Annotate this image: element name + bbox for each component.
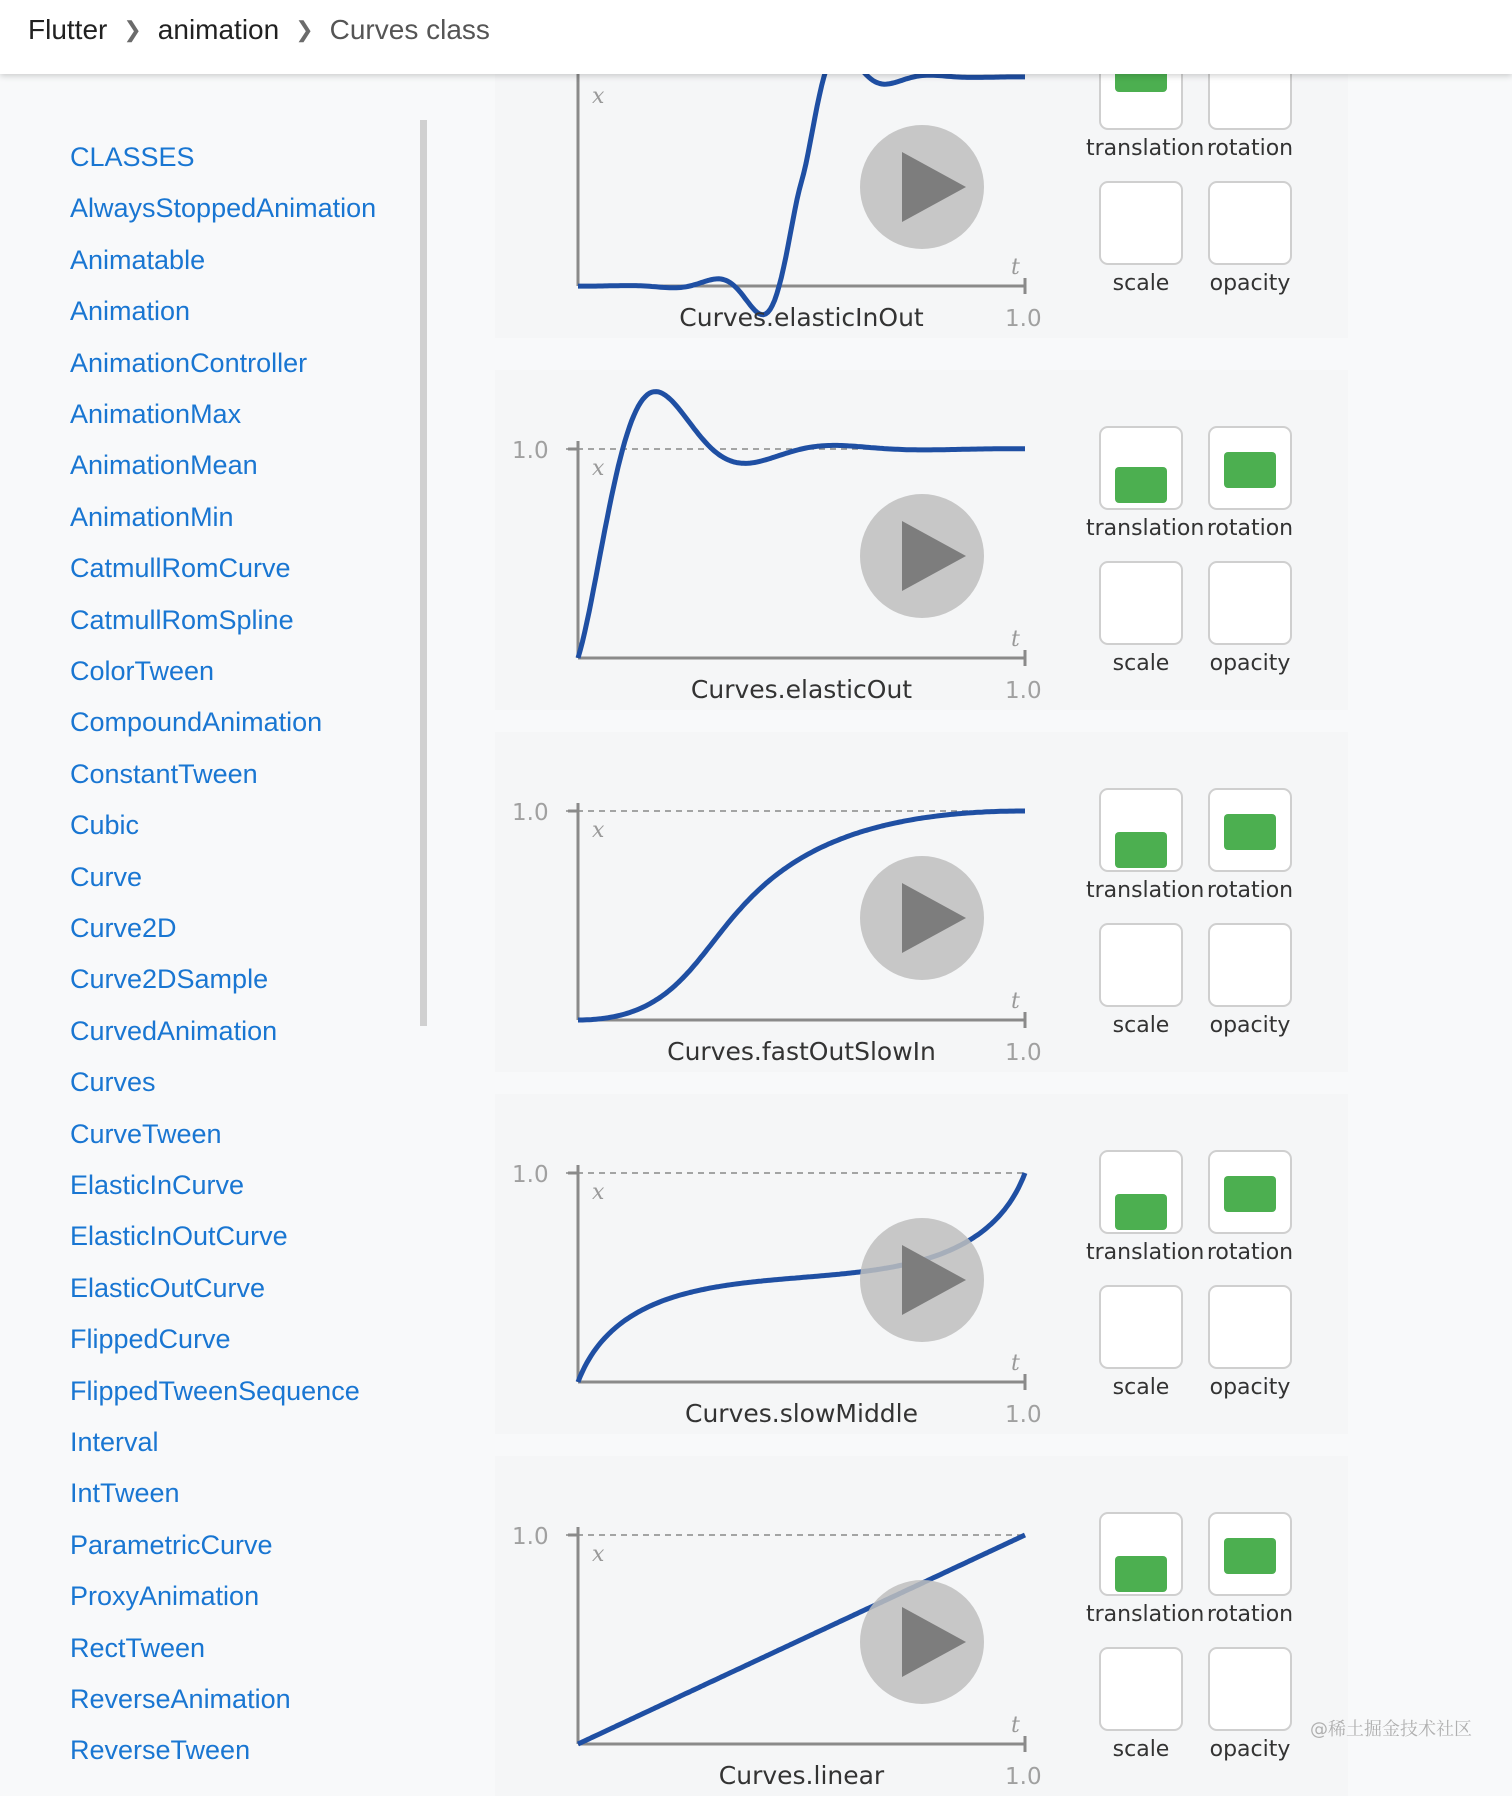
translation-box: [1099, 426, 1183, 510]
rotation-box: [1208, 1512, 1292, 1596]
curve-demo: [495, 370, 1348, 710]
animated-square: [1224, 1176, 1276, 1212]
sidebar-item[interactable]: Cubic: [70, 810, 140, 841]
sidebar-item[interactable]: ElasticInOutCurve: [70, 1221, 288, 1252]
x-axis-label: t: [1011, 627, 1020, 652]
sidebar-item[interactable]: AlwaysStoppedAnimation: [70, 193, 377, 224]
sidebar-item[interactable]: ReverseTween: [70, 1735, 251, 1766]
animated-square: [1115, 832, 1167, 868]
sidebar-item[interactable]: ParametricCurve: [70, 1529, 273, 1560]
play-icon: [902, 1607, 966, 1677]
translation-label: translation: [1086, 136, 1205, 161]
sidebar-item[interactable]: AnimationController: [70, 347, 308, 378]
opacity-label: opacity: [1209, 1013, 1291, 1038]
sidebar-item[interactable]: ColorTween: [70, 656, 215, 686]
scale-box: [1099, 181, 1183, 265]
opacity-label: opacity: [1209, 1375, 1291, 1400]
sidebar-item[interactable]: CatmullRomCurve: [70, 553, 291, 584]
animated-square: [1115, 1194, 1167, 1230]
play-button[interactable]: [860, 1580, 984, 1704]
sidebar-item[interactable]: FlippedCurve: [70, 1324, 231, 1355]
opacity-box: [1208, 1285, 1292, 1369]
sidebar-item[interactable]: ElasticInCurve: [70, 1170, 245, 1200]
rotation-label: rotation: [1206, 1602, 1294, 1627]
sidebar-item[interactable]: AnimationMean: [70, 450, 258, 481]
x-axis-label: t: [1011, 1351, 1020, 1376]
sidebar-item[interactable]: CompoundAnimation: [70, 707, 323, 738]
curve-demo: [495, 732, 1348, 1072]
sidebar-item[interactable]: Curve: [70, 861, 143, 892]
animated-square: [1115, 467, 1167, 503]
y-tick-label: 1.0: [512, 438, 549, 464]
y-axis-label: x: [592, 1542, 605, 1567]
opacity-box: [1208, 923, 1292, 1007]
x-tick-label: 1.0: [1005, 306, 1042, 332]
rotation-label: rotation: [1206, 516, 1294, 541]
sidebar-item[interactable]: ConstantTween: [70, 758, 258, 789]
play-icon: [902, 1245, 966, 1315]
sidebar-item[interactable]: AnimationMin: [70, 501, 234, 532]
curve-name: Curves.elasticInOut: [679, 303, 924, 332]
scale-box: [1099, 1285, 1183, 1369]
sidebar-item[interactable]: CatmullRomSpline: [70, 604, 294, 635]
sidebar-item[interactable]: AnimationMax: [70, 399, 242, 429]
scale-label: scale: [1112, 1737, 1170, 1762]
play-icon: [902, 883, 966, 953]
play-icon: [902, 152, 966, 222]
animated-square: [1224, 1538, 1276, 1574]
translation-box: [1099, 1150, 1183, 1234]
curve-name: Curves.fastOutSlowIn: [667, 1037, 936, 1066]
sidebar-item[interactable]: RectTween: [70, 1632, 206, 1663]
y-tick-label: 1.0: [512, 1162, 549, 1188]
animated-square: [1224, 814, 1276, 850]
opacity-label: opacity: [1209, 651, 1291, 676]
scale-label: scale: [1112, 1013, 1170, 1038]
x-axis-label: t: [1011, 989, 1020, 1014]
play-button[interactable]: [860, 494, 984, 618]
scale-label: scale: [1112, 271, 1170, 296]
rotation-label: rotation: [1206, 1240, 1294, 1265]
opacity-box: [1208, 181, 1292, 265]
y-tick-label: 1.0: [512, 1524, 549, 1550]
sidebar-item[interactable]: Curves: [70, 1067, 156, 1098]
sidebar-item[interactable]: IntTween: [70, 1478, 180, 1509]
y-axis-label: x: [592, 1180, 605, 1205]
x-tick-label: 1.0: [1005, 1764, 1042, 1790]
sidebar-scrollbar[interactable]: [420, 120, 427, 1026]
breadcrumb: [28, 14, 490, 46]
y-axis-label: x: [592, 818, 605, 843]
opacity-label: opacity: [1209, 1737, 1291, 1762]
sidebar-item[interactable]: ElasticOutCurve: [70, 1272, 266, 1303]
opacity-label: opacity: [1209, 271, 1291, 296]
curve-name: Curves.slowMiddle: [684, 1399, 919, 1428]
sidebar-item[interactable]: ProxyAnimation: [70, 1581, 260, 1612]
sidebar-item[interactable]: Curve2DSample: [70, 964, 269, 995]
play-button[interactable]: [860, 1218, 984, 1342]
curve-name: Curves.linear: [718, 1761, 885, 1790]
translation-box: [1099, 788, 1183, 872]
scale-label: scale: [1112, 1375, 1170, 1400]
play-button[interactable]: [860, 856, 984, 980]
rotation-label: rotation: [1206, 136, 1294, 161]
sidebar-item[interactable]: CurvedAnimation: [70, 1015, 278, 1046]
opacity-box: [1208, 561, 1292, 645]
scale-box: [1099, 561, 1183, 645]
sidebar-item[interactable]: Interval: [70, 1427, 159, 1457]
sidebar: [0, 74, 430, 1779]
x-tick-label: 1.0: [1005, 678, 1042, 704]
translation-label: translation: [1086, 1240, 1205, 1265]
chevron-right-icon: ❯: [123, 17, 142, 42]
watermark: @稀土掘金技术社区: [1310, 1719, 1472, 1740]
x-tick-label: 1.0: [1005, 1402, 1042, 1428]
curve-demo: [495, 1094, 1348, 1434]
y-axis-label: x: [592, 84, 605, 109]
y-tick-label: 1.0: [512, 800, 549, 826]
rotation-box: [1208, 426, 1292, 510]
scale-box: [1099, 1647, 1183, 1731]
breadcrumb-current: Curves class: [329, 14, 490, 45]
sidebar-item[interactable]: Curve2D: [70, 913, 177, 943]
sidebar-item[interactable]: Animation: [70, 296, 191, 327]
rotation-box: [1208, 788, 1292, 872]
chevron-right-icon: ❯: [295, 17, 314, 42]
breadcrumb-animation[interactable]: animation: [157, 14, 280, 45]
x-tick-label: 1.0: [1005, 1040, 1042, 1066]
translation-label: translation: [1086, 1602, 1205, 1627]
sidebar-item[interactable]: CurveTween: [70, 1118, 222, 1149]
rotation-box: [1208, 1150, 1292, 1234]
scale-label: scale: [1112, 651, 1170, 676]
rotation-label: rotation: [1206, 878, 1294, 903]
animated-square: [1115, 1556, 1167, 1592]
breadcrumb-flutter[interactable]: Flutter: [28, 14, 108, 45]
top-bar: [0, 0, 1512, 74]
curve-name: Curves.elasticOut: [690, 675, 913, 704]
opacity-box: [1208, 1647, 1292, 1731]
sidebar-item[interactable]: ReverseAnimation: [70, 1684, 291, 1714]
scale-box: [1099, 923, 1183, 1007]
sidebar-item[interactable]: FlippedTweenSequence: [70, 1375, 360, 1406]
y-axis-label: x: [592, 456, 605, 481]
animated-square: [1224, 452, 1276, 488]
play-icon: [902, 521, 966, 591]
sidebar-item[interactable]: Animatable: [70, 244, 206, 275]
sidebar-heading-classes: CLASSES: [70, 142, 195, 172]
play-button[interactable]: [860, 125, 984, 249]
x-axis-label: t: [1011, 255, 1020, 280]
translation-label: translation: [1086, 516, 1205, 541]
translation-box: [1099, 1512, 1183, 1596]
x-axis-label: t: [1011, 1713, 1020, 1738]
translation-label: translation: [1086, 878, 1205, 903]
curve-demo: [495, 1456, 1348, 1796]
